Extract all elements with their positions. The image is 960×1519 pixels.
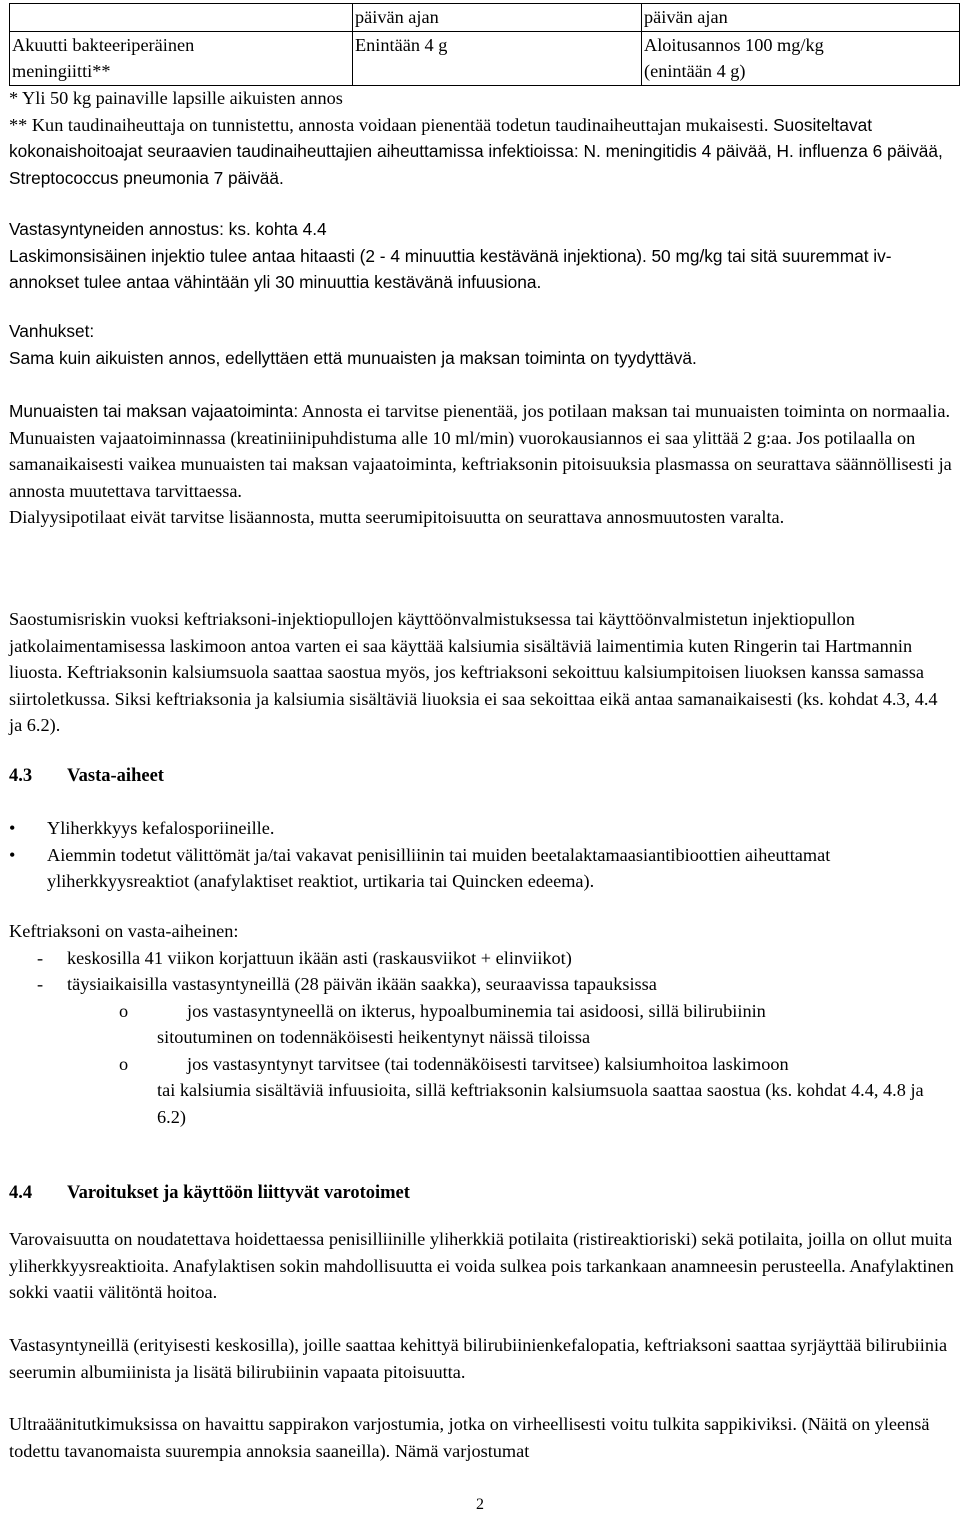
neonates-text [9,243,954,296]
dash-marker: - [37,947,44,968]
precipitation-text: Saostumisriskin vuoksi keftriaksoni-injektiopullojen käyttöönvalmistuksessa tai käyttöönvalmistetun injektiopullon jatkolaimentamisessa laskimoon antoa varten ei saa käyttää kalsiumia sisältäviä laimentimia kuten Ringerin tai Hartmannin liuosta. Keftriaksonin kalsiumsuola saattaa saostua myös, jos keftriaksoni sekoittuu kalsiumpitoisen liuoksen kanssa samassa siirtoletkussa. Siksi keftriaksonia ja kalsiumia sisältäviä liuoksia ei saa sekoittaa eikä antaa samanaikaisesti (ks. kohdat 4.3, 4.4 ja 6.2). [9,609,938,735]
contra-heading: Keftriaksoni on vasta-aiheinen: [9,921,239,941]
footnote: * Yli 50 kg painaville lapsille aikuisten annos [9,88,343,108]
section-4-3 [9,763,954,790]
paragraph: Ultraäänitutkimuksissa on havaittu sappirakon varjostumia, jotka on virheellisesti voitu tulkita sappikiviksi. (Näitä on yleensä todettu tavanomaista suurempia annoksia saaneilla). Nämä varjostumat [9,1414,930,1461]
list-item [9,945,954,972]
page-number: 2 [476,1496,484,1513]
neonates-dosing [9,216,954,296]
contraindication-bullets [9,815,954,895]
condition-line: Akuutti bakteeriperäinen [12,34,195,55]
footnotes [9,85,954,191]
warnings-paragraph [9,1332,954,1385]
section-4-4 [9,1180,954,1207]
elderly-section [9,318,954,371]
circle-marker: o [119,1053,129,1074]
paragraph: Varovaisuutta on noudatettava hoidettaessa penisilliinille yliherkkiä potilaita (ristireaktioriski) sekä potilaita, joilla on ollut muita yliherkkyysreaktioita. Anafylaktisen sokin mahdollisuutta ei voida sulkea pois tarkankaan anamneesin perusteella. Anafylaktinen sokki vaatii välitöntä hoitoa. [9,1229,954,1302]
contraindication-list [9,918,954,1130]
list-item-text: keskosilla 41 viikon korjattuun ikään asti (raskausviikot + elinviikot) [67,947,572,968]
list-item-text: sitoutuminen on todennäköisesti heikentynyt näissä tiloissa [157,1027,591,1047]
renal-section [9,398,954,531]
paragraph: Vastasyntyneillä (erityisesti keskosilla), joille saattaa kehittyä bilirubiinienkefalopatia, keftriaksoni saattaa syrjäyttää bilirubiinia seerumin albumiinista ja lisätä bilirubiinin vapaata pitoisuutta. [9,1335,948,1382]
list-item-text: jos vastasyntynyt tarvitsee (tai todennäköisesti tarvitsee) kalsiumhoitoa laskimoon [187,1053,789,1074]
table-cell [10,31,353,85]
section-heading [9,763,954,790]
renal-text [9,398,954,504]
section-title: Vasta-aiheet [67,766,164,786]
section-number: 4.4 [9,1183,33,1203]
table-cell: Enintään 4 g [353,31,642,85]
warnings-paragraph [9,1411,954,1464]
table-row [10,31,960,85]
dosage-table [9,3,960,86]
neonates-infusion: 50 mg/kg tai sitä suuremmat iv-annokset tulee antaa vähintään yli 30 minuuttia kestävänä infuusiona. [9,245,892,292]
elderly-heading: Vanhukset: [9,321,95,341]
list-item-text: täysiaikaisilla vastasyntyneillä (28 päivän ikään saakka), seuraavissa tapauksissa [67,974,657,994]
table-cell: päivän ajan [642,4,960,32]
list-item [9,1051,954,1131]
dialysis-text: Dialyysipotilaat eivät tarvitse lisäannosta, mutta seerumipitoisuutta on seurattava annosmuutosten varalta. [9,507,785,527]
section-title: Varoitukset ja käyttöön liittyvät varotoimet [67,1183,410,1203]
list-item [9,971,954,998]
neonates-injection: Laskimonsisäinen injektio tulee antaa hitaasti (2 - 4 minuuttia kestävänä injektiona). [9,245,647,266]
table-cell [642,31,960,85]
section-number: 4.3 [9,766,33,786]
elderly-text: Sama kuin aikuisten annos, edellyttäen että munuaisten ja maksan toiminta on tyydyttävä. [9,347,697,368]
dose-line: (enintään 4 g) [644,61,746,81]
footnote [9,112,954,192]
dose-line: Aloitusannos 100 mg/kg [644,34,824,55]
table-cell [10,4,353,32]
table-row [10,4,960,32]
list-item-text: tai kalsiumia sisältäviä infuusioita, sillä keftriaksonin kalsiumsuola saattaa saostua (ks. kohdat 4.4, 4.8 ja 6.2) [157,1080,924,1127]
circle-marker: o [119,1000,129,1021]
dash-marker: - [37,974,44,994]
precipitation-paragraph [9,606,954,739]
table-cell: päivän ajan [353,4,642,32]
list-item: • Yliherkkyys kefalosporiineille. [9,815,954,842]
renal-body: Annosta ei tarvitse pienentää, jos potilaan maksan tai munuaisten toiminta on normaalia. Munuaisten vajaatoiminnassa (kreatiniinipuhdistuma alle 10 ml/min) vuorokausiannos ei saa ylittää 2 g:aa. Jos potilaalla on samanaikaisesti vaikea munuaisten tai maksan vajaatoiminta, keftriaksonin pitoisuuksia plasmassa on seurattava säännöllisesti ja annosta muutettava tarvittaessa. [9,401,952,501]
neonates-reference: Vastasyntyneiden annostus: ks. kohta 4.4 [9,219,327,239]
list-item [9,998,954,1051]
list-item: • Aiemmin todetut välittömät ja/tai vakavat penisilliinin tai muiden beetalaktamaasiantibioottien aiheuttamat yliherkkyysreaktiot (anafylaktiset reaktiot, urtikaria tai Quincken edeema). [9,842,954,895]
condition-line: meningiitti** [12,61,111,81]
warnings-paragraph [9,1226,954,1306]
section-heading [9,1180,954,1207]
footnote-text-sans: Suositeltavat kokonaishoitoajat seuraavien taudinaiheuttajien aiheuttamissa infektioissa: N. meningitidis 4 päivää, H. influenza 6 päivää, Streptococcus pneumonia 7 päivää. [9,114,943,188]
footnote-text: ** Kun taudinaiheuttaja on tunnistettu, annosta voidaan pienentää todetun taudinaiheuttajan mukaisesti. [9,114,769,135]
list-item-text: jos vastasyntyneellä on ikterus, hypoalbuminemia tai asidoosi, sillä bilirubiinin [187,1000,766,1021]
renal-heading: Munuaisten tai maksan vajaatoiminta: [9,401,299,421]
